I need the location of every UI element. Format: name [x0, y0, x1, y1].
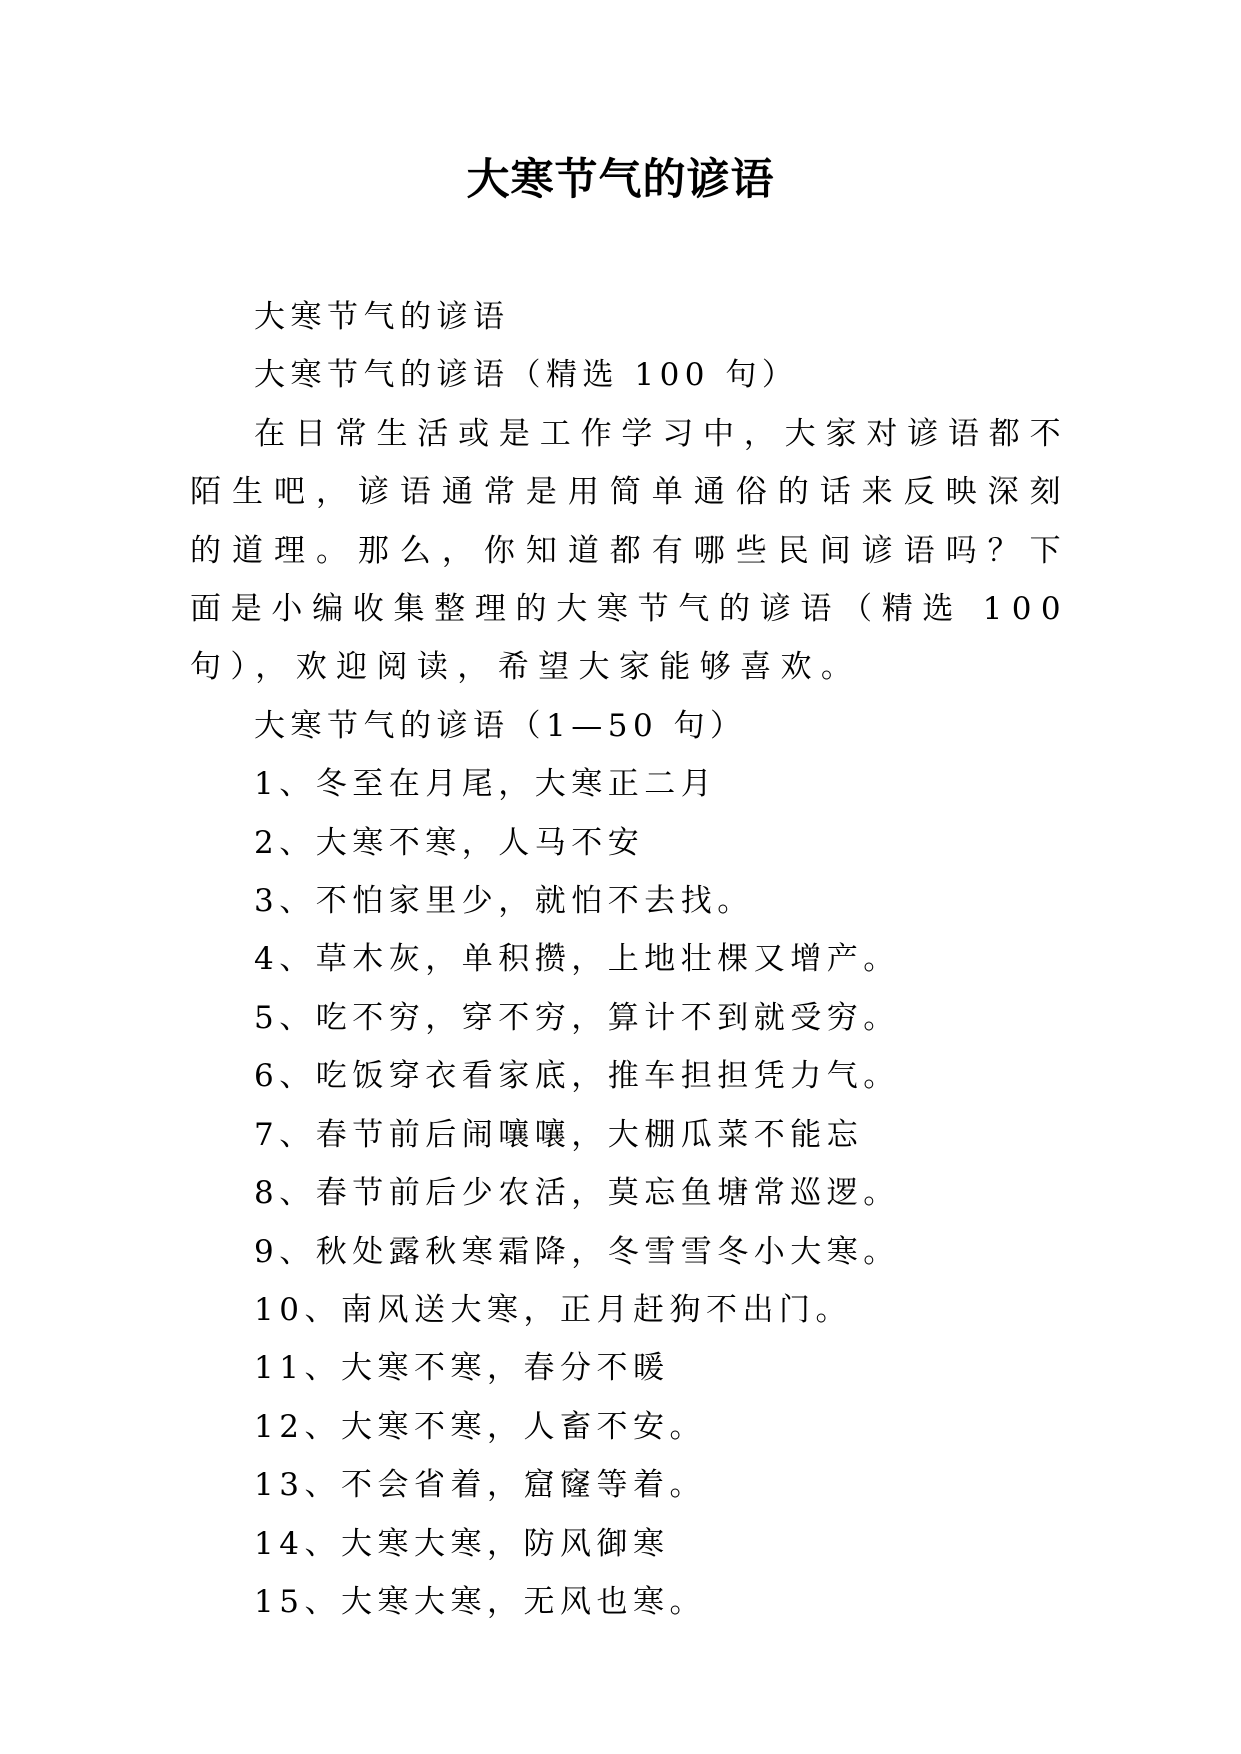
section-heading: 大寒节气的谚语（1—50 句）	[254, 707, 747, 744]
list-item: 10、南风送大寒，正月赶狗不出门。	[254, 1291, 852, 1328]
document-title: 大寒节气的谚语	[466, 155, 775, 205]
list-item: 7、春节前后闹嚷嚷，大棚瓜菜不能忘	[254, 1116, 864, 1153]
list-item: 9、秋处露秋寒霜降，冬雪雪冬小大寒。	[254, 1233, 900, 1270]
heading-paragraph: 大寒节气的谚语	[254, 299, 510, 335]
list-item: 13、不会省着，窟窿等着。	[254, 1467, 706, 1504]
list-item: 15、大寒大寒，无风也寒。	[254, 1583, 706, 1620]
list-item: 8、春节前后少农活，莫忘鱼塘常巡逻。	[254, 1175, 900, 1212]
proverb-list	[190, 755, 1070, 1631]
list-item: 2、大寒不寒，人马不安	[254, 824, 645, 861]
list-item: 14、大寒大寒，防风御寒	[254, 1525, 670, 1562]
list-item: 5、吃不穷，穿不穷，算计不到就受穷。	[254, 999, 900, 1036]
intro-paragraph: 在日常生活或是工作学习中，大家对谚语都不陌生吧，谚语通常是用简单通俗的话来反映深刻的道理。那么，你知道都有哪些民间谚语吗？下面是小编收集整理的大寒节气的谚语（精选 100 句），欢迎阅读，希望大家能够喜欢。	[190, 415, 1070, 686]
document-body	[190, 288, 1070, 1631]
list-item: 3、不怕家里少，就怕不去找。	[254, 883, 754, 920]
list-item: 11、大寒不寒，春分不暖	[254, 1350, 670, 1387]
list-item: 12、大寒不寒，人畜不安。	[254, 1408, 706, 1445]
list-item: 4、草木灰，单积攒，上地壮棵又增产。	[254, 941, 900, 978]
list-item: 6、吃饭穿衣看家底，推车担担凭力气。	[254, 1058, 900, 1095]
subheading-paragraph: 大寒节气的谚语（精选 100 句）	[254, 357, 799, 394]
list-item: 1、冬至在月尾，大寒正二月	[254, 766, 718, 803]
